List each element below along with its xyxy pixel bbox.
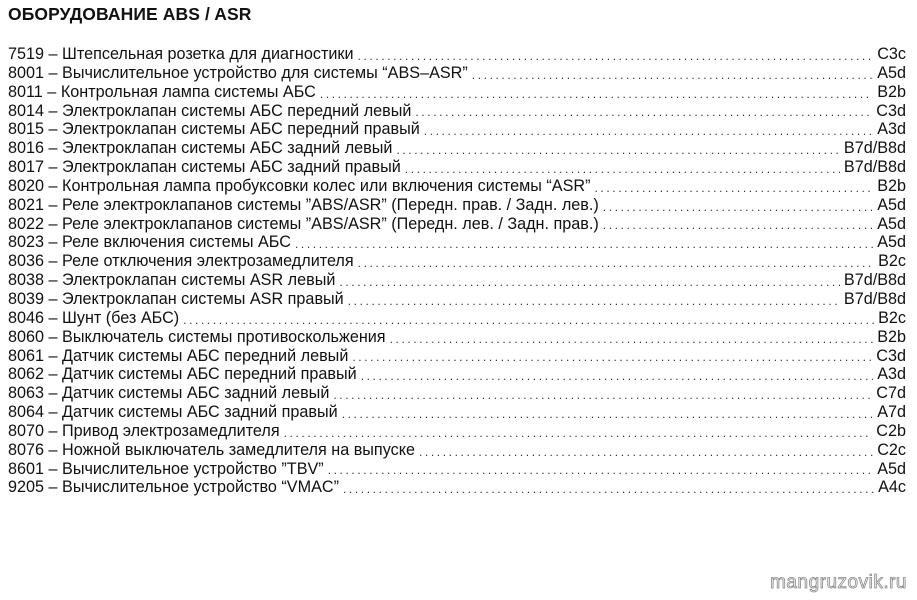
item-code: 8022: [8, 214, 45, 233]
list-item: [8, 422, 906, 441]
dot-leader: [419, 444, 873, 460]
item-separator: –: [44, 101, 63, 120]
item-description: Шунт (без АБС): [62, 308, 180, 327]
item-reference: B2c: [878, 252, 906, 271]
item-separator: –: [42, 82, 61, 101]
dot-leader: [320, 86, 873, 102]
item-reference: B2b: [877, 176, 906, 195]
item-label: [8, 102, 411, 121]
item-separator: –: [44, 158, 63, 177]
item-separator: –: [44, 365, 63, 384]
item-code: 8063: [8, 384, 45, 403]
item-code: 8061: [8, 346, 45, 365]
list-item: [8, 460, 906, 479]
item-separator: –: [44, 176, 63, 195]
dot-leader: [405, 161, 840, 177]
item-separator: –: [44, 120, 63, 139]
item-description: Контрольная лампа системы АБС: [60, 82, 316, 101]
item-code: 8011: [8, 82, 43, 101]
list-item: [8, 196, 906, 215]
item-separator: –: [44, 45, 63, 63]
item-reference: A5d: [877, 63, 906, 82]
list-item: [8, 215, 906, 234]
item-description: Вычислительное устройство ”TBV”: [62, 459, 324, 478]
list-item: [8, 365, 906, 384]
item-separator: –: [44, 271, 63, 290]
item-description: Контрольная лампа пробуксовки колес или включения системы “ASR”: [62, 176, 591, 195]
dot-leader: [339, 274, 839, 290]
list-item: [8, 64, 906, 83]
item-description: Электроклапан системы АБС задний левый: [62, 139, 393, 158]
equipment-list: [8, 45, 906, 497]
item-description: Датчик системы АБС задний правый: [62, 403, 338, 422]
item-description: Ножной выключатель замедлителя на выпуске: [62, 440, 415, 459]
item-reference: C3d: [876, 346, 906, 365]
item-code: 8015: [8, 120, 45, 139]
item-label: [8, 290, 344, 309]
item-reference: A5d: [877, 214, 906, 233]
item-description: Реле электроклапанов системы ”ABS/ASR” (Передн. лев. / Задн. прав.): [62, 214, 599, 233]
site-watermark: mangruzovik.ru: [770, 572, 907, 593]
item-label: [8, 328, 386, 347]
item-separator: –: [44, 384, 63, 403]
list-item: [8, 233, 906, 252]
item-reference: C3d: [876, 101, 906, 120]
item-label: [8, 45, 354, 64]
item-separator: –: [44, 327, 63, 346]
item-code: 8060: [8, 327, 45, 346]
list-item: [8, 102, 906, 121]
item-separator: –: [44, 63, 63, 82]
item-label: [8, 441, 415, 460]
item-code: 8014: [8, 101, 45, 120]
item-code: 8021: [8, 195, 45, 214]
item-reference: C3c: [877, 45, 906, 63]
item-label: [8, 177, 590, 196]
dot-leader: [594, 180, 873, 196]
item-description: Датчик системы АБС задний левый: [62, 384, 330, 403]
item-label: [8, 347, 348, 366]
item-description: Выключатель системы противоскольжения: [62, 327, 386, 346]
item-separator: –: [44, 440, 63, 459]
dot-leader: [358, 48, 874, 64]
dot-leader: [424, 123, 873, 139]
item-separator: –: [44, 214, 63, 233]
item-separator: –: [44, 478, 63, 497]
dot-leader: [342, 406, 874, 422]
dot-leader: [352, 349, 872, 365]
item-reference: A3d: [877, 120, 906, 139]
item-reference: B2b: [877, 82, 906, 101]
list-item: [8, 478, 906, 497]
item-reference: B7d/B8d: [843, 139, 906, 158]
item-separator: –: [44, 233, 63, 252]
item-description: Штепсельная розетка для диагностики: [62, 45, 354, 63]
item-description: Электроклапан системы АБС задний правый: [62, 158, 401, 177]
list-item: [8, 309, 906, 328]
list-item: [8, 441, 906, 460]
item-label: [8, 252, 354, 271]
item-label: [8, 120, 420, 139]
page-title: ОБОРУДОВАНИЕ ABS / ASR: [8, 4, 252, 24]
item-code: 8039: [8, 289, 45, 308]
item-description: Электроклапан системы ASR левый: [62, 271, 336, 290]
item-code: 8001: [8, 63, 45, 82]
item-description: Электроклапан системы ASR правый: [62, 289, 344, 308]
item-code: 8023: [8, 233, 45, 252]
item-label: [8, 233, 291, 252]
item-code: 8076: [8, 440, 45, 459]
dot-leader: [603, 217, 873, 233]
item-label: [8, 83, 316, 102]
item-label: [8, 403, 338, 422]
list-item: [8, 252, 906, 271]
list-item: [8, 403, 906, 422]
item-description: Реле отключения электрозамедлителя: [62, 252, 354, 271]
list-item: [8, 290, 906, 309]
item-separator: –: [44, 421, 63, 440]
item-label: [8, 460, 324, 479]
item-code: 8062: [8, 365, 45, 384]
item-label: [8, 271, 335, 290]
list-item: [8, 384, 906, 403]
item-reference: A5d: [877, 195, 906, 214]
item-label: [8, 158, 401, 177]
item-reference: B7d/B8d: [843, 289, 906, 308]
item-separator: –: [44, 308, 63, 327]
dot-leader: [396, 142, 839, 158]
item-reference: A5d: [877, 459, 906, 478]
dot-leader: [603, 199, 873, 215]
dot-leader: [472, 67, 873, 83]
list-item: [8, 83, 906, 102]
item-separator: –: [44, 252, 63, 271]
dot-leader: [333, 387, 872, 403]
item-code: 8064: [8, 403, 45, 422]
item-separator: –: [44, 139, 63, 158]
item-label: [8, 215, 599, 234]
list-item: [8, 328, 906, 347]
list-item: [8, 45, 906, 64]
item-description: Датчик системы АБС передний левый: [62, 346, 349, 365]
item-code: 9205: [8, 478, 45, 497]
item-code: 8046: [8, 308, 45, 327]
item-reference: A7d: [877, 403, 906, 422]
item-separator: –: [44, 195, 63, 214]
item-reference: A4c: [878, 478, 906, 497]
item-label: [8, 365, 357, 384]
item-reference: C2b: [876, 421, 906, 440]
list-item: [8, 271, 906, 290]
dot-leader: [343, 481, 874, 497]
item-label: [8, 64, 468, 83]
dot-leader: [183, 312, 874, 328]
dot-leader: [295, 236, 873, 252]
list-item: [8, 120, 906, 139]
item-description: Вычислительное устройство для системы “ABS–ASR”: [62, 63, 468, 82]
item-description: Реле электроклапанов системы ”ABS/ASR” (Передн. прав. / Задн. лев.): [62, 195, 599, 214]
item-label: [8, 139, 392, 158]
item-separator: –: [44, 346, 63, 365]
item-code: 8070: [8, 421, 45, 440]
item-label: [8, 196, 599, 215]
item-code: 8601: [8, 459, 45, 478]
item-reference: B2b: [877, 327, 906, 346]
list-item: [8, 158, 906, 177]
item-code: 8038: [8, 271, 45, 290]
item-label: [8, 422, 280, 441]
item-label: [8, 384, 329, 403]
list-item: [8, 347, 906, 366]
dot-leader: [284, 425, 873, 441]
item-code: 8017: [8, 158, 45, 177]
item-description: Электроклапан системы АБС передний правый: [62, 120, 420, 139]
item-description: Датчик системы АБС передний правый: [62, 365, 357, 384]
item-description: Вычислительное устройство “VMAC”: [62, 478, 339, 497]
item-code: 7519: [8, 45, 45, 63]
item-reference: B7d/B8d: [843, 158, 906, 177]
item-code: 8020: [8, 176, 45, 195]
item-label: [8, 478, 339, 497]
item-reference: B7d/B8d: [843, 271, 906, 290]
dot-leader: [358, 255, 874, 271]
item-description: Привод электрозамедлителя: [62, 421, 280, 440]
item-code: 8016: [8, 139, 45, 158]
item-reference: A5d: [877, 233, 906, 252]
item-reference: A3d: [877, 365, 906, 384]
item-separator: –: [44, 459, 63, 478]
item-reference: B2c: [878, 308, 906, 327]
item-label: [8, 309, 179, 328]
item-reference: C2c: [877, 440, 906, 459]
list-item: [8, 177, 906, 196]
item-separator: –: [44, 403, 63, 422]
dot-leader: [348, 293, 840, 309]
item-reference: C7d: [876, 384, 906, 403]
dot-leader: [390, 331, 874, 347]
list-item: [8, 139, 906, 158]
item-code: 8036: [8, 252, 45, 271]
dot-leader: [415, 104, 872, 120]
dot-leader: [328, 462, 874, 478]
item-description: Электроклапан системы АБС передний левый: [62, 101, 412, 120]
item-separator: –: [44, 289, 63, 308]
item-description: Реле включения системы АБС: [62, 233, 291, 252]
dot-leader: [361, 368, 874, 384]
